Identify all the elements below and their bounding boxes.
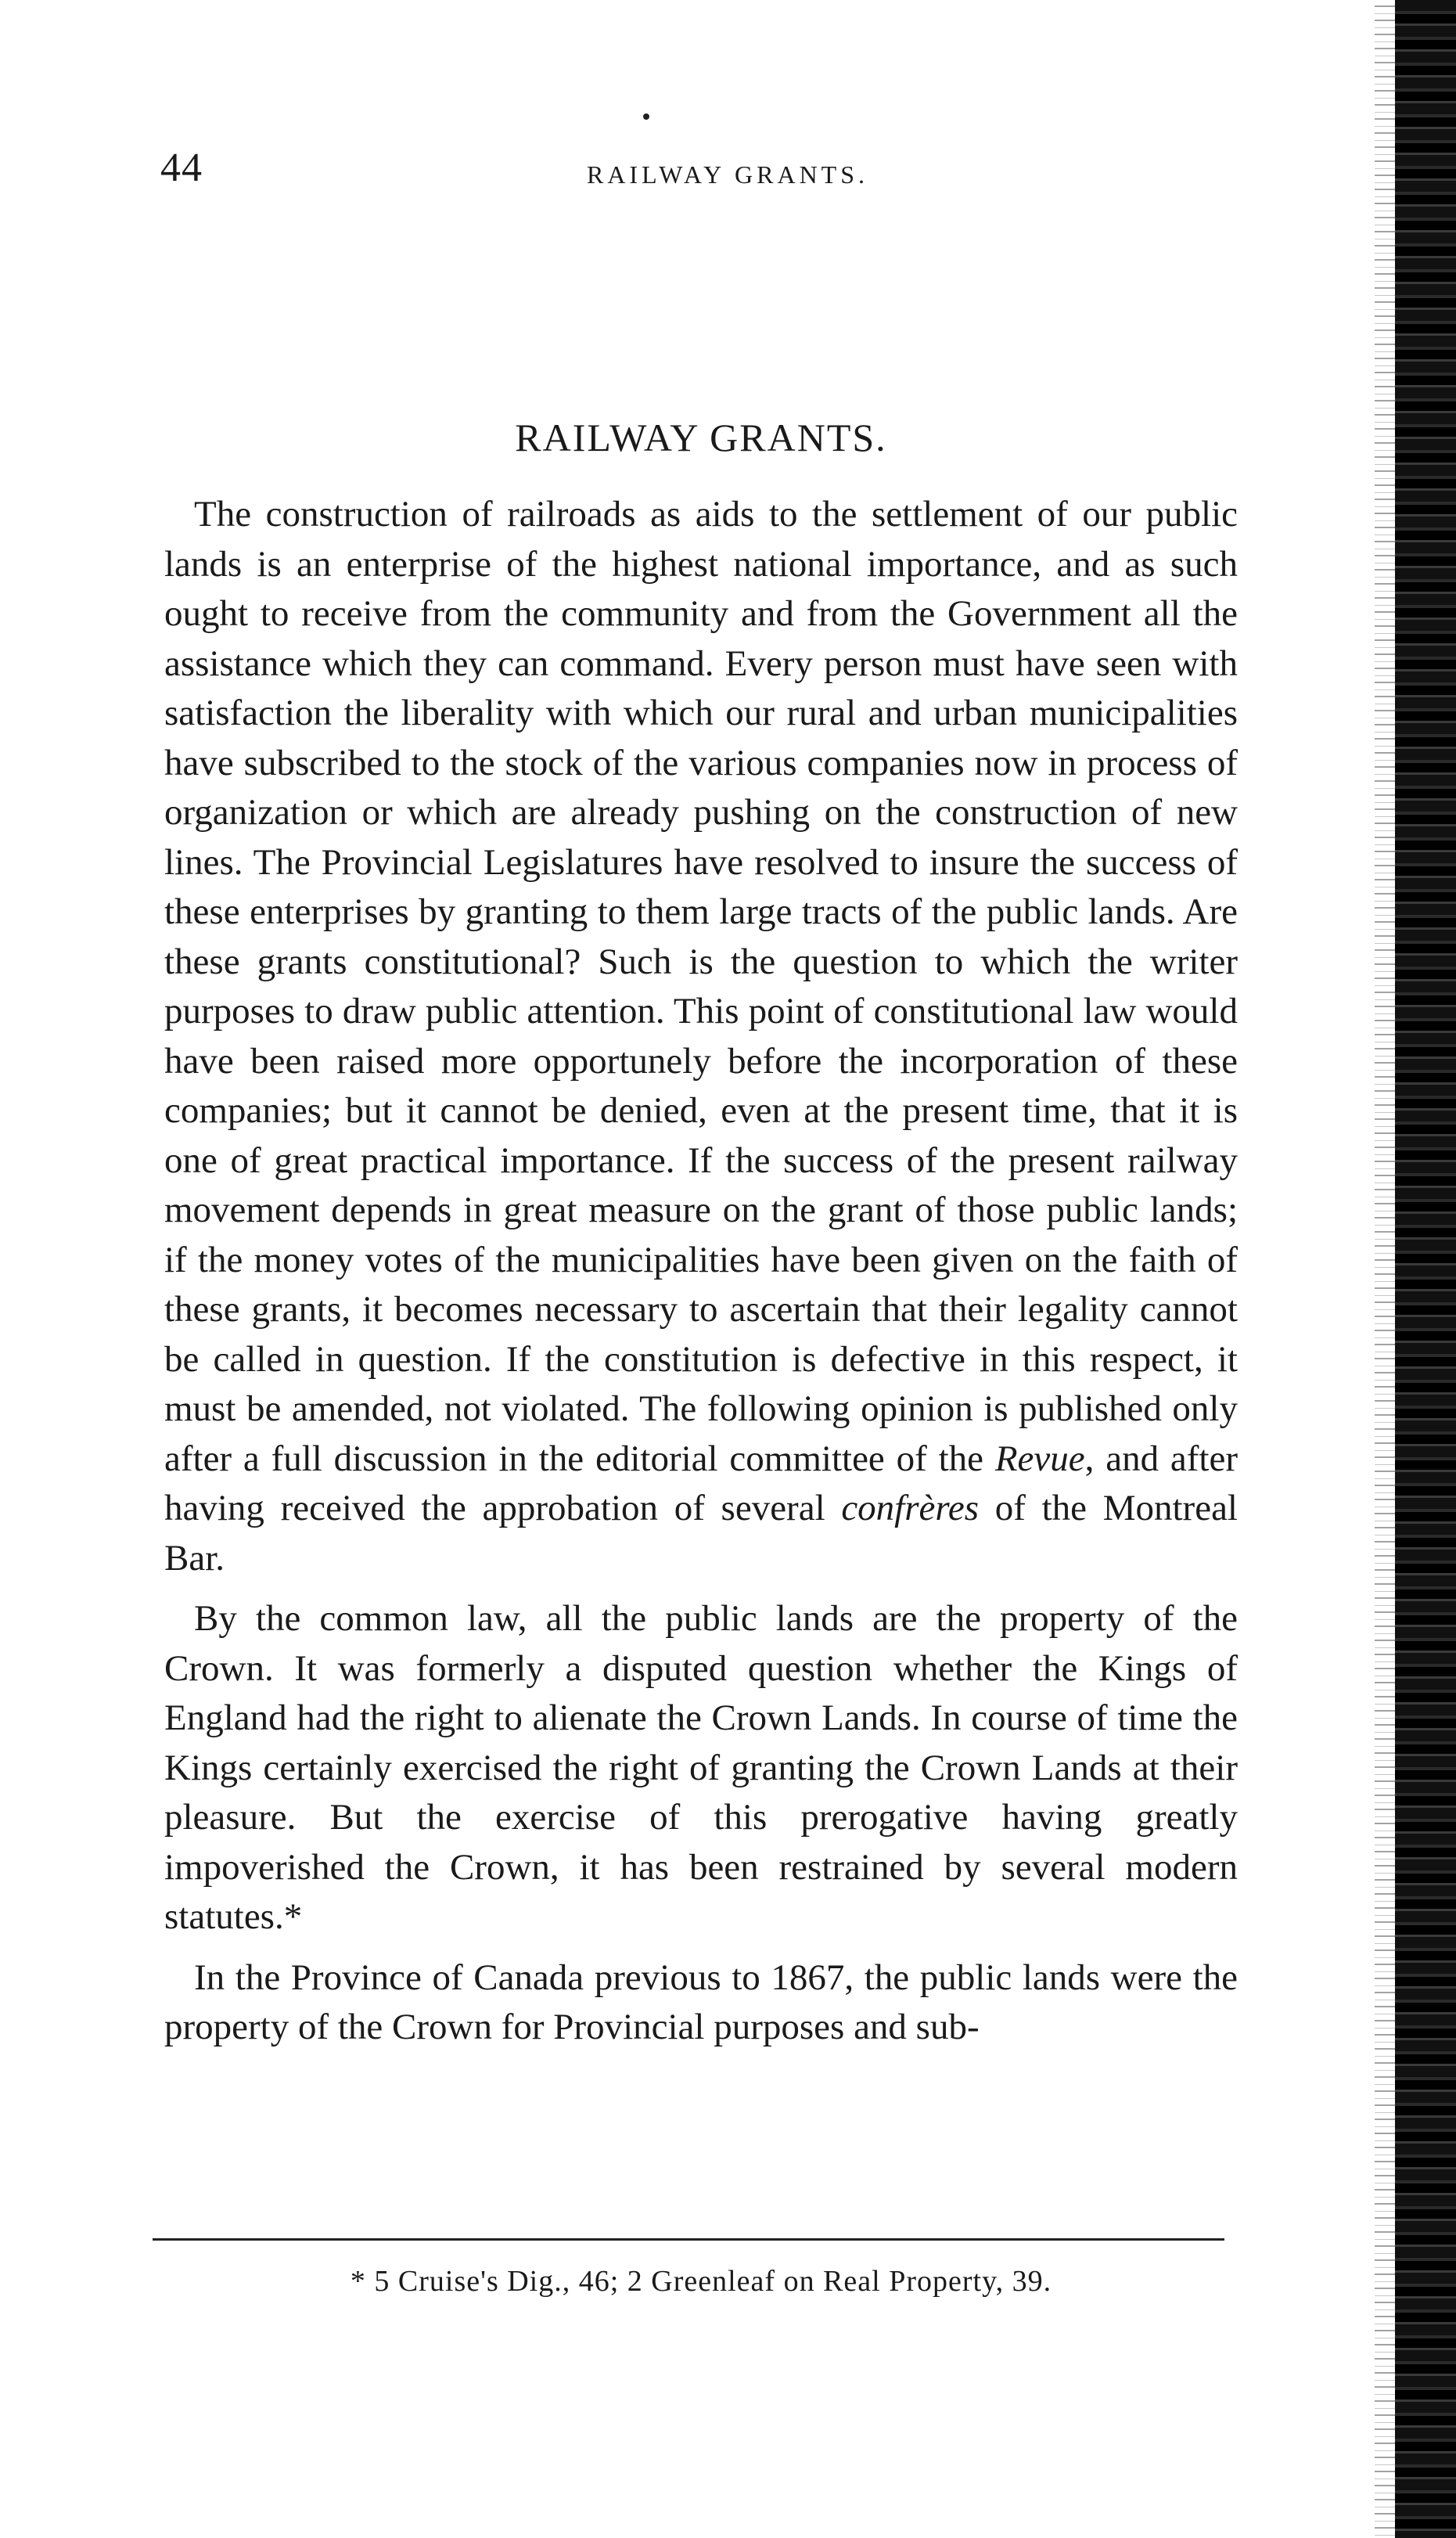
paragraph-1-text-b: , and after having received the approbation of several <box>164 1438 1238 1528</box>
article <box>164 415 1238 2061</box>
ink-speck <box>643 113 649 120</box>
italic-confreres: confrères <box>841 1488 980 1528</box>
footnote: * 5 Cruise's Dig., 46; 2 Greenleaf on Real Property, 39. <box>350 2265 1052 2298</box>
paragraph-1-text-a: The construction of railroads as aids to the settlement of our public lands is an enterprise of the highest national importance, and as such ought to receive from the community and from the Government all the assistance which they can command. Every person must have seen with satisfaction the liberality with which our rural and urban municipalities have subscribed to the stock of the various companies now in process of organization or which are already pushing on the construction of new lines. The Provincial Legislatures have resolved to insure the success of these enterprises by granting to them large tracts of the public lands. Are these grants constitutional? Such is the question to which the writer purposes to draw public attention. This point of constitutional law would have been raised more opportunely before the incorporation of these companies; but it cannot be denied, even at the present time, that it is one of great practical importance. If the success of the present railway movement depends in great measure on the grant of those public lands; if the money votes of the municipalities have been given on the faith of these grants, it becomes necessary to ascertain that their legality cannot be called in question. If the constitution is defective in this respect, it must be amended, not violated. The following opinion is published only after a full discussion in the editorial committee of the <box>164 494 1238 1479</box>
binding-edge <box>1395 0 1456 2538</box>
italic-revue: Revue <box>994 1438 1085 1479</box>
page-number: 44 <box>160 146 203 190</box>
running-title: RAILWAY GRANTS. <box>586 160 869 189</box>
paragraph-3: In the Province of Canada previous to 1867, the public lands were the property of the Crown for Provincial purposes and sub- <box>164 1957 1238 2047</box>
paragraph-1 <box>164 490 1238 1583</box>
running-head <box>160 145 1232 207</box>
paragraph-2: By the common law, all the public lands are the property of the Crown. It was formerly a disputed question whether the Kings of England had the right to alienate the Crown Lands. In course of time the Kings certainly exercised the right of granting the Crown Lands at their pleasure. But the exercise of this prerogative having greatly impoverished the Crown, it has been restrained by several modern statutes.* <box>164 1598 1238 1937</box>
footnote-divider <box>153 2238 1224 2241</box>
paragraph-1-text-c: of the Montreal Bar. <box>164 1488 1238 1579</box>
article-title: RAILWAY GRANTS. <box>515 416 887 459</box>
